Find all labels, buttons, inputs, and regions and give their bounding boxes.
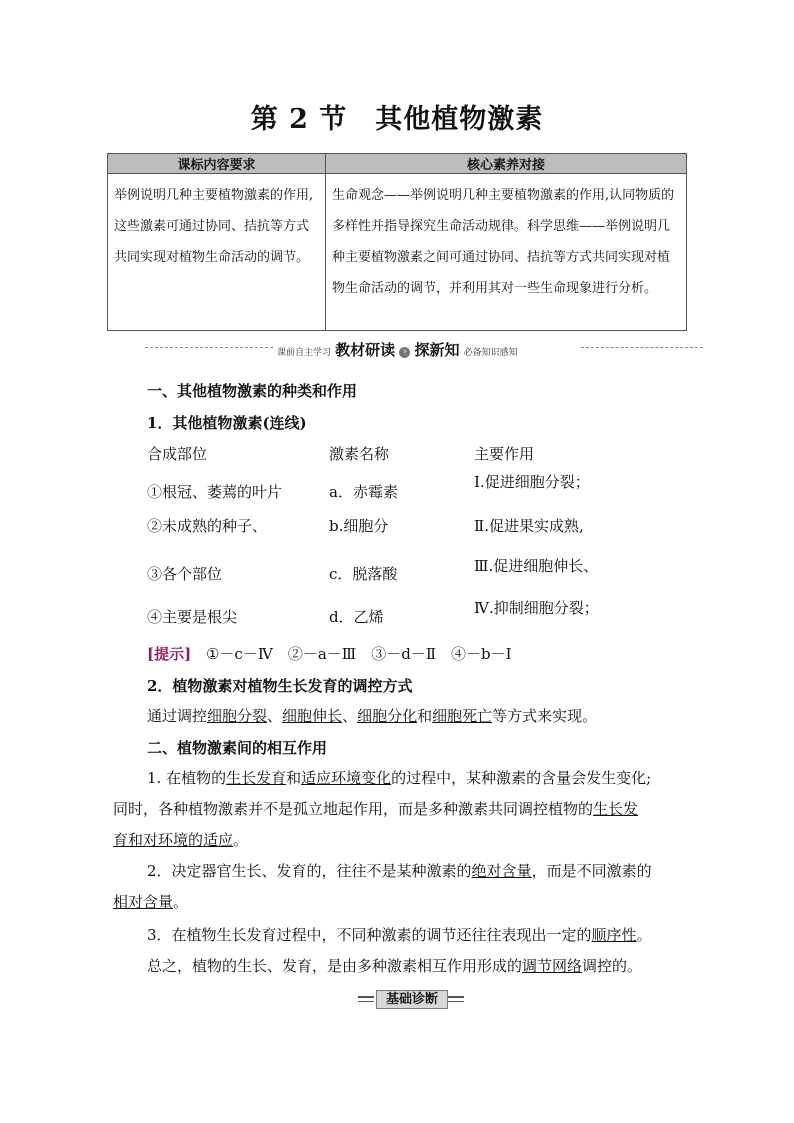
banner-subtitle: 探新知 <box>414 341 460 359</box>
page-title: 第 2 节 其他植物激素 <box>250 104 544 135</box>
basic-diagnosis-text: 基础诊断 <box>376 990 448 1009</box>
banner-chevron-icon: › <box>399 347 410 358</box>
hint-line <box>147 643 512 664</box>
col-header-hormone: 激素名称 <box>329 445 390 463</box>
para-1-line-1: 1. 在植物的生长发育和适应环境变化的过程中，某种激素的含量会发生变化; <box>147 769 652 787</box>
section-banner <box>145 339 703 357</box>
competency-cell: 生命观念——举例说明几种主要植物激素的作用,认同物质的多样性并指导探究生命活动规律。科学思维——举例说明几种主要植物激素之间可通过协同、拮抗等方式共同实现对植物生命活动的调节，并利用其对一些生命现象进行分析。 <box>326 174 687 331</box>
basic-diagnosis-label <box>358 990 464 1008</box>
subheading-2: 2．植物激素对植物生长发育的调控方式 <box>147 677 413 695</box>
hint-answer: ①－c－Ⅳ ②－a－Ⅲ ③－d－Ⅱ ④－b－Ⅰ <box>205 645 512 663</box>
para-1-line-2: 同时，各种植物激素并不是孤立地起作用，而是多种激素共同调控植物的生长发 <box>113 800 639 818</box>
banner-left-text: 课前自主学习 <box>277 348 332 358</box>
curriculum-standards-table <box>107 153 687 331</box>
banner-right-text: 必备知识感知 <box>463 348 518 358</box>
col-header-site: 合成部位 <box>147 445 208 463</box>
subheading-1: 1．其他植物激素(连线) <box>147 414 307 432</box>
banner-title: 教材研读 <box>335 341 396 359</box>
para-2-line-2: 相对含量。 <box>113 893 189 911</box>
table-header-competency: 核心素养对接 <box>326 154 687 174</box>
site-item: ④主要是根尖 <box>147 608 238 626</box>
regulation-mode-line: 通过调控细胞分裂、细胞伸长、细胞分化和细胞死亡等方式来实现。 <box>147 707 598 725</box>
function-item: Ⅰ.促进细胞分裂； <box>474 473 590 491</box>
table-header-standards: 课标内容要求 <box>108 154 326 174</box>
site-item: ③各个部位 <box>147 565 223 583</box>
section-heading-2: 二、植物激素间的相互作用 <box>147 739 328 757</box>
col-header-function: 主要作用 <box>474 445 535 463</box>
site-item: ①根冠、萎蔫的叶片 <box>147 483 283 501</box>
site-item: ②未成熟的种子、 <box>147 517 268 535</box>
para-2-line-1: 2．决定器官生长、发育的，往往不是某种激素的绝对含量，而是不同激素的 <box>147 862 652 880</box>
hormone-item: b.细胞分 <box>329 517 389 535</box>
function-item: Ⅱ.促进果实成熟, <box>474 517 584 535</box>
para-4: 总之，植物的生长、发育，是由多种激素相互作用形成的调节网络调控的。 <box>147 957 643 975</box>
hormone-item: a．赤霉素 <box>329 483 398 501</box>
hormone-item: c．脱落酸 <box>329 565 398 583</box>
function-item: Ⅲ.促进细胞伸长、 <box>474 557 599 575</box>
para-1-line-3: 育和对环境的适应。 <box>113 831 249 849</box>
section-heading-1: 一、其他植物激素的种类和作用 <box>147 382 358 400</box>
hormone-item: d．乙烯 <box>329 608 384 626</box>
hint-label: [提示] <box>147 645 192 663</box>
standards-requirement-cell: 举例说明几种主要植物激素的作用,这些激素可通过协同、拮抗等方式共同实现对植物生命活动的调节。 <box>108 174 326 331</box>
function-item: Ⅳ.抑制细胞分裂； <box>474 599 599 617</box>
para-3: 3．在植物生长发育过程中，不同种激素的调节还往往表现出一定的顺序性。 <box>147 926 652 944</box>
